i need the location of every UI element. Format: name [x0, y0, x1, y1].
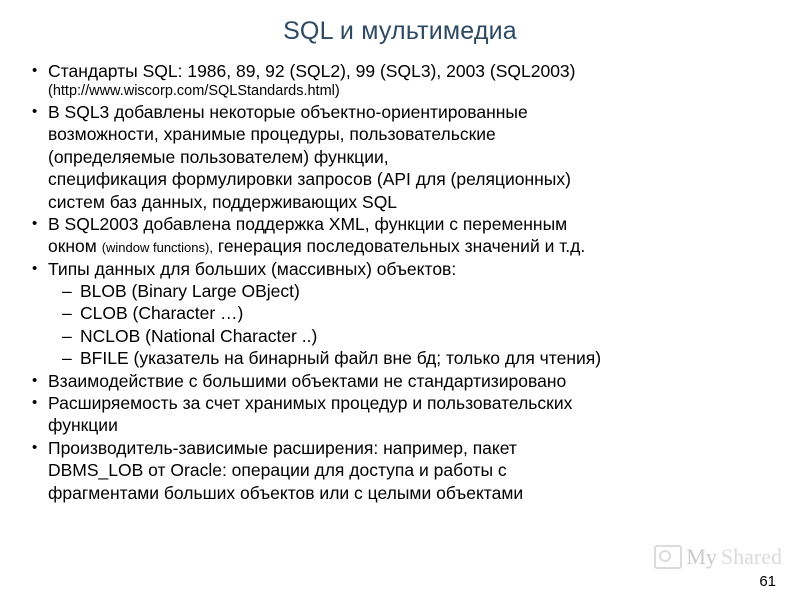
- list-item: [26, 213, 774, 258]
- list-item-line: В SQL3 добавлены некоторые объектно-ориентированные: [48, 101, 528, 122]
- list-item-line: спецификация формулировки запросов (API для (реляционных): [48, 169, 571, 190]
- sub-list-item-label: CLOB (Character …): [80, 303, 244, 324]
- bullet-dot-icon: •: [32, 259, 38, 277]
- list-item: [26, 437, 774, 504]
- sub-list-item: [26, 302, 774, 324]
- mixed-emphasis: (window functions),: [101, 240, 213, 256]
- sub-list-item-label: NCLOB (National Character ..): [80, 325, 318, 346]
- sub-list-item-label: BLOB (Binary Large OBject): [80, 281, 300, 302]
- list-item: [26, 101, 774, 213]
- list-item-line: Стандарты SQL: 1986, 89, 92 (SQL2), 99 (SQL3), 2003 (SQL2003): [48, 61, 576, 81]
- sub-list-item: [26, 347, 774, 369]
- list-item: [26, 258, 774, 280]
- list-item-line: возможности, хранимые процедуры, пользовательские: [48, 124, 496, 145]
- list-item-line: DBMS_LOB от Oracle: операции для доступа и работы с: [48, 460, 507, 481]
- list-item: [26, 370, 774, 392]
- list-item-line: Типы данных для больших (массивных) объектов:: [48, 258, 457, 279]
- list-item-line: (определяемые пользователем) функции,: [48, 146, 389, 167]
- sub-list-item: [26, 280, 774, 302]
- list-item-line: функции: [48, 415, 118, 436]
- list-item-line: Расширяемость за счет хранимых процедур и пользовательских: [48, 393, 573, 414]
- watermark-text-primary: My: [686, 544, 717, 569]
- watermark-text-secondary: Shared: [720, 544, 782, 569]
- dash-icon: –: [62, 325, 72, 346]
- sub-list-item-label: BFILE (указатель на бинарный файл вне бд; только для чтения): [80, 348, 602, 369]
- page-title: SQL и мультимедиа: [283, 17, 517, 45]
- list-item-line: В SQL2003 добавлена поддержка XML, функции с переменным: [48, 213, 568, 234]
- list-item: [26, 60, 774, 82]
- bullet-dot-icon: •: [32, 371, 38, 389]
- list-item-line: систем баз данных, поддерживающих SQL: [48, 191, 398, 212]
- presentation-camera-icon: [654, 545, 682, 569]
- list-item: [26, 392, 774, 437]
- bullet-dot-icon: •: [32, 215, 38, 233]
- list-item-line: Взаимодействие с большими объектами не стандартизировано: [48, 370, 567, 391]
- dash-icon: –: [62, 303, 72, 324]
- bullet-dot-icon: •: [32, 62, 38, 80]
- watermark: [654, 544, 782, 570]
- bullet-dot-icon: •: [32, 438, 38, 456]
- mixed-after: генерация последовательных значений и т.д.: [212, 236, 586, 257]
- slide-body: [26, 60, 774, 504]
- dash-icon: –: [62, 281, 72, 302]
- bullet-dot-icon: •: [32, 103, 38, 121]
- list-item-line: Производитель-зависимые расширения: например, пакет: [48, 437, 517, 458]
- bullet-dot-icon: •: [32, 394, 38, 412]
- dash-icon: –: [62, 348, 72, 369]
- sub-list-item: [26, 325, 774, 347]
- list-item-line-mixed: [48, 235, 774, 257]
- list-item-line-url: (http://www.wiscorp.com/SQLStandards.html): [48, 83, 340, 100]
- list-item-line: фрагментами больших объектов или с целыми объектами: [48, 482, 524, 503]
- page-number: 61: [759, 573, 776, 590]
- mixed-before: окном: [48, 236, 102, 257]
